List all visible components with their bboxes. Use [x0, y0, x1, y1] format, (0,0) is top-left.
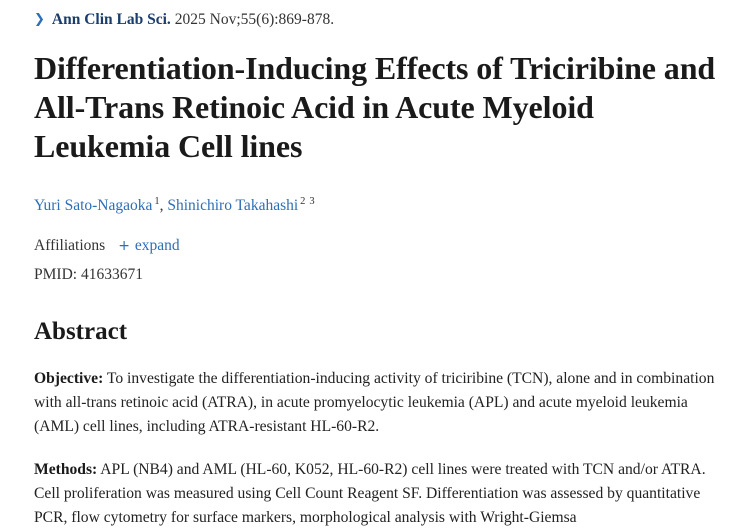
pmid: PMID: 41633671 — [34, 266, 143, 284]
chevron-right-icon[interactable]: ❯ — [34, 12, 45, 27]
citation-line — [34, 10, 716, 31]
expand-label: expand — [134, 237, 180, 255]
abstract-section-objective — [34, 367, 716, 439]
abstract-objective-label: Objective: — [34, 370, 104, 388]
author-2-affiliation-sup-1[interactable]: 2 — [300, 196, 306, 207]
author-link-1[interactable]: Yuri Sato-Nagaoka — [34, 197, 153, 215]
abstract-methods-text: APL (NB4) and AML (HL-60, K052, HL-60-R2) cell lines were treated with TCN and/or ATRA. Cell proliferation was measured using Cell Count Reagent SF. Differentiation was assessed by quantitative PCR, flow cytometry for surface markers, morphological analysis with Wright-Giemsa — [34, 461, 706, 527]
author-link-2[interactable]: Shinichiro Takahashi — [167, 197, 299, 215]
expand-affiliations-button[interactable] — [118, 236, 180, 256]
abstract-section-methods — [34, 458, 716, 530]
plus-icon: + — [118, 238, 130, 255]
author-1-affiliation-sup[interactable]: 1 — [154, 196, 160, 207]
page-title: Differentiation-Inducing Effects of Triciribine and All-Trans Retinoic Acid in Acute Myeloid Leukemia Cell lines — [34, 50, 716, 164]
journal-name[interactable]: Ann Clin Lab Sci. — [51, 11, 171, 28]
abstract-objective-text: To investigate the differentiation-inducing activity of triciribine (TCN), alone and in combination with all-trans retinoic acid (ATRA), in acute promyelocytic leukemia (APL) and acute myeloid leukemia (AML) cell lines, including ATRA-resistant HL-60-R2. — [34, 370, 715, 436]
author-list: Yuri Sato-Nagaoka $^1$, Shinichiro Takahashi $^2$ $^3$ — [34, 196, 315, 215]
abstract-methods-label: Methods: — [34, 461, 98, 479]
affiliations-label: Affiliations — [34, 237, 106, 255]
citation-details: 2025 Nov;55(6):869-878. — [174, 11, 335, 28]
affiliations-row — [34, 236, 716, 256]
abstract-heading: Abstract — [34, 318, 128, 346]
author-2-affiliation-sup-2[interactable]: 3 — [309, 196, 315, 207]
